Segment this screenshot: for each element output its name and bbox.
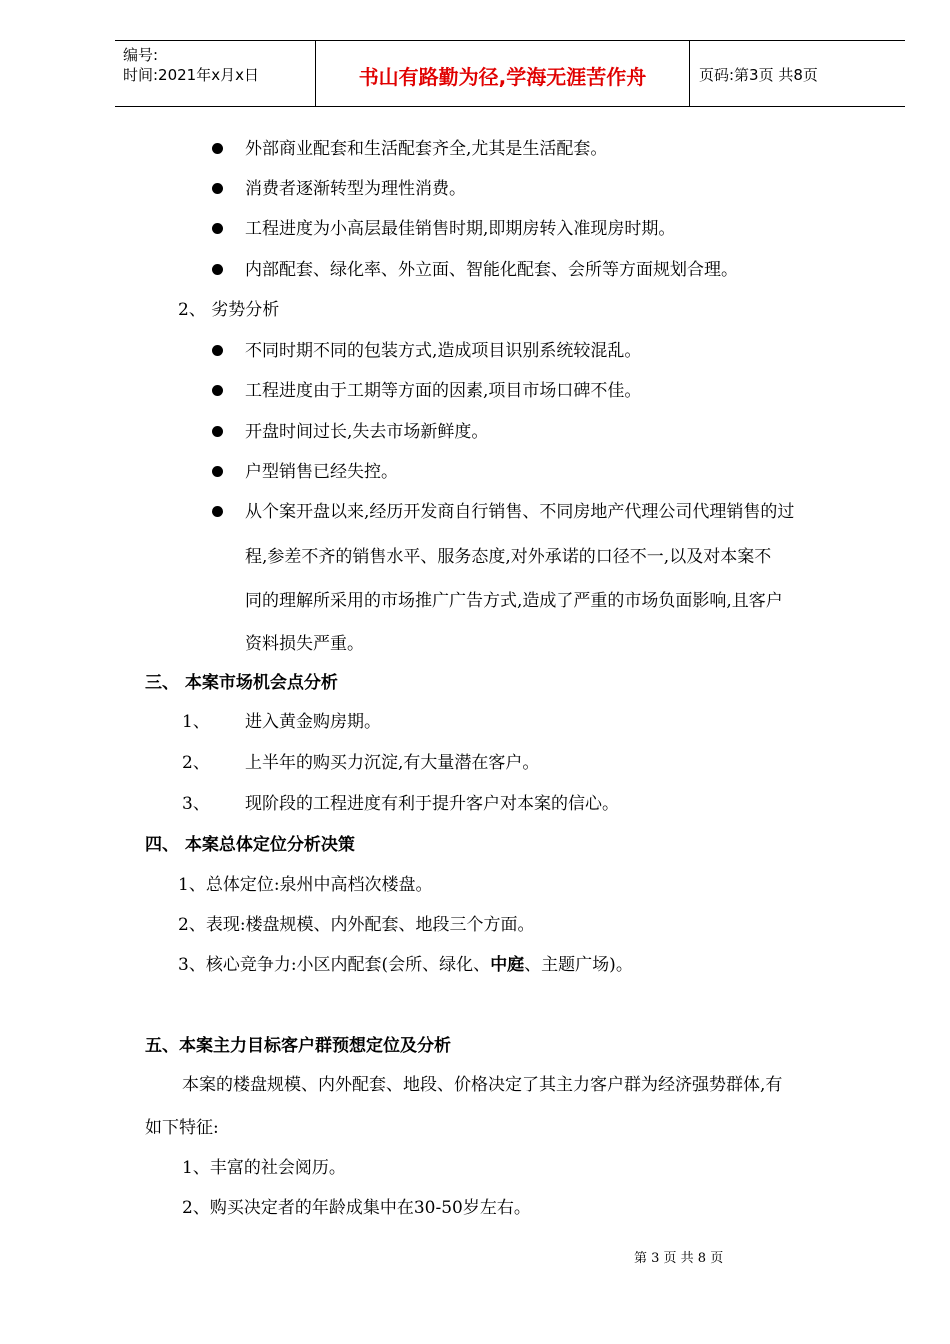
header-motto-cell [316,41,690,106]
list-item-line: 同的理解所采用的市场推广广告方式,造成了严重的市场负面影响,且客户 [245,591,783,611]
bullet-icon [212,466,223,477]
section-heading: 四、 本案总体定位分析决策 [145,835,355,855]
list-item-prefix: 3、核心竞争力:小区内配套(会所、绿化、 [178,955,491,975]
list-item: 现阶段的工程进度有利于提升客户对本案的信心。 [245,794,619,814]
list-number: 1、 [182,712,210,732]
paragraph-line: 本案的楼盘规模、内外配套、地段、价格决定了其主力客户群为经济强势群体,有 [182,1075,783,1095]
motto-text: 书山有路勤为径,学海无涯苦作舟 [358,65,647,89]
list-item-line: 资料损失严重。 [245,634,364,654]
list-item: 外部商业配套和生活配套齐全,尤其是生活配套。 [245,139,608,159]
list-item: 内部配套、绿化率、外立面、智能化配套、会所等方面规划合理。 [245,260,738,280]
page-footer: 第 3 页 共 8 页 [634,1251,724,1266]
page-label: 页码:第3页 共8页 [699,66,818,84]
list-item: 2、表现:楼盘规模、内外配套、地段三个方面。 [178,915,535,935]
page-header [115,40,905,107]
list-item-line: 从个案开盘以来,经历开发商自行销售、不同房地产代理公司代理销售的过 [245,502,795,522]
header-page-cell [690,41,905,106]
bullet-icon [212,264,223,275]
list-item-emphasis: 中庭 [490,955,525,975]
list-item: 1、总体定位:泉州中高档次楼盘。 [178,875,433,895]
list-item [178,953,633,977]
time-label: 时间:2021年x月x日 [123,66,259,84]
list-item: 户型销售已经失控。 [245,462,398,482]
bullet-icon [212,385,223,396]
list-item: 2、购买决定者的年龄成集中在30-50岁左右。 [182,1198,531,1218]
bullet-icon [212,223,223,234]
subsection-heading: 2、 劣势分析 [178,300,280,320]
list-item-suffix: 、主题广场)。 [524,955,633,975]
list-item: 工程进度为小高层最佳销售时期,即期房转入准现房时期。 [245,219,676,239]
list-item: 不同时期不同的包装方式,造成项目识别系统较混乱。 [245,341,642,361]
list-item: 开盘时间过长,失去市场新鲜度。 [245,422,489,442]
serial-label: 编号: [123,46,159,64]
header-info-cell [115,41,316,106]
list-item: 消费者逐渐转型为理性消费。 [245,179,466,199]
list-item: 1、丰富的社会阅历。 [182,1158,346,1178]
bullet-icon [212,426,223,437]
bullet-icon [212,345,223,356]
list-number: 2、 [182,753,210,773]
list-item: 进入黄金购房期。 [245,712,381,732]
list-item-line: 程,参差不齐的销售水平、服务态度,对外承诺的口径不一,以及对本案不 [245,547,772,567]
paragraph-line: 如下特征: [145,1118,219,1138]
section-heading: 五、本案主力目标客户群预想定位及分析 [145,1036,451,1056]
bullet-icon [212,506,223,517]
list-item: 上半年的购买力沉淀,有大量潜在客户。 [245,753,540,773]
list-item: 工程进度由于工期等方面的因素,项目市场口碑不佳。 [245,381,642,401]
bullet-icon [212,143,223,154]
list-number: 3、 [182,794,210,814]
section-heading: 三、 本案市场机会点分析 [145,673,338,693]
bullet-icon [212,183,223,194]
